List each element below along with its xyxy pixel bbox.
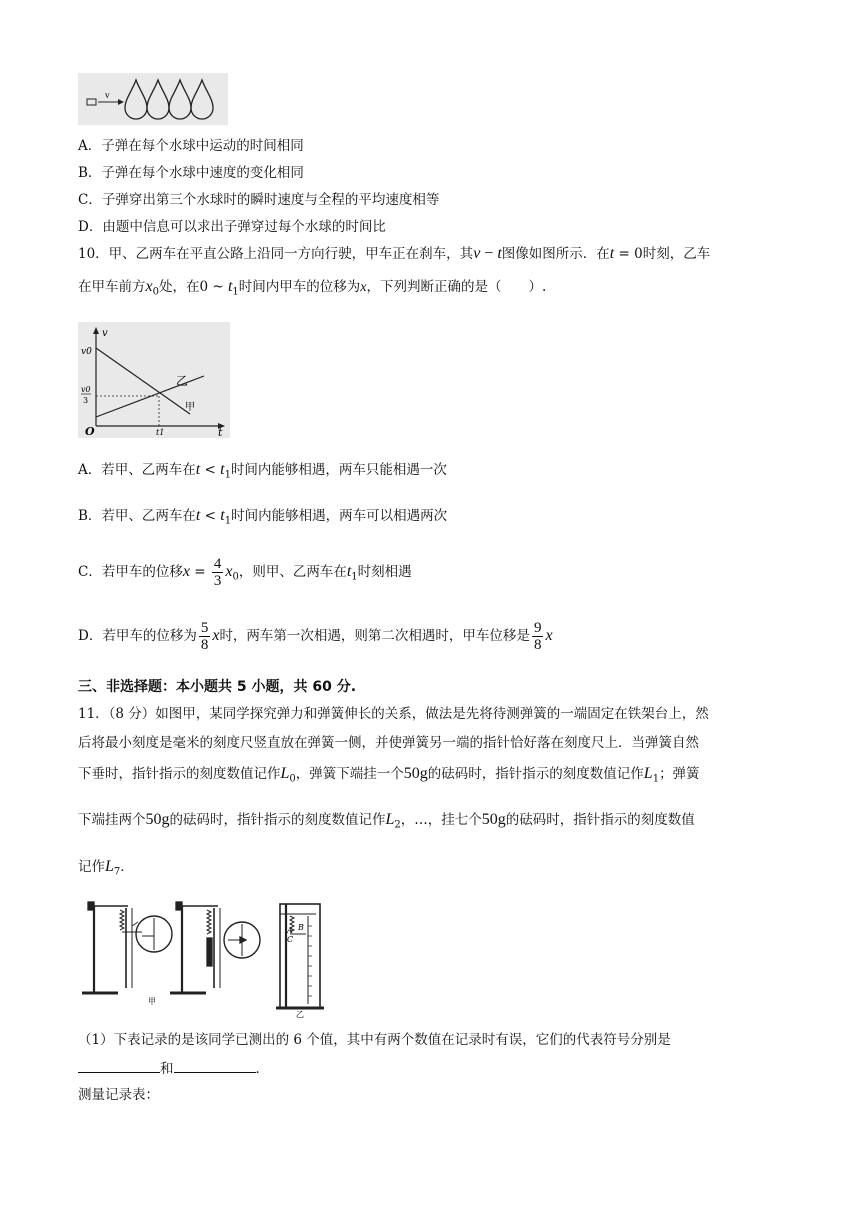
v0-over-3-denominator: 3 [83, 396, 89, 405]
q11-line1: 11．（8 分）如图甲，某同学探究弹力和弹簧伸长的关系，做法是先将待测弹簧的一端固定在铁架台上，然 [78, 706, 709, 722]
label-c: C [287, 935, 294, 944]
x-axis-label: t [218, 426, 223, 438]
v0-label: v0 [81, 347, 92, 357]
label-jia: 甲 [148, 997, 156, 1006]
y-axis-label: v [102, 328, 108, 339]
table-caption: 测量记录表： [78, 1087, 159, 1103]
water-ball-3 [169, 80, 191, 119]
velocity-label: v [105, 90, 110, 100]
origin-label: O [85, 425, 95, 438]
q11-line5: 记作$L_7$． [78, 858, 134, 878]
q11-line2: 后将最小刻度是毫米的刻度尺竖直放在弹簧一侧，并使弹簧另一端的指针恰好落在刻度尺上．当弹簧自然 [78, 735, 699, 751]
label-a: A [287, 926, 293, 935]
q10-stem-line1: 10．甲、乙两车在平直公路上沿同一方向行驶，甲车正在刹车，其v − t图像如图所示．在t = 0时刻，乙车 [78, 245, 711, 262]
q11-line3: 下垂时，指针指示的刻度数值记作$L_0$，弹簧下端挂一个50g的砝码时，指针指示的刻度数值记作$L_1$；弹簧 [78, 765, 700, 785]
vt-graph [78, 322, 230, 438]
q11-sub1-line2: 和 ． [78, 1058, 269, 1079]
spring-apparatus-figure [76, 896, 338, 1018]
line-jia-label: 甲 [185, 402, 195, 413]
label-yi: 乙 [296, 1010, 304, 1018]
q10-option-a: A．若甲、乙两车在$t < t_1$时间内能够相遇，两车只能相遇一次 [78, 461, 447, 481]
answer-blank-1[interactable] [78, 1058, 160, 1073]
label-b: B [298, 923, 304, 932]
q10-stem-line2: 在甲车前方$x_0$处，在0 ~ $t_1$时间内甲车的位移为x，下列判断正确的是（ ）. [78, 278, 547, 298]
water-ball-4 [191, 80, 213, 119]
q10-option-c: C．若甲车的位移x = $\frac{4}{3}$ $x_0$，则甲、乙两车在$t_1$时刻相遇 [78, 556, 412, 589]
bullet-water-balls-figure [78, 73, 228, 125]
q9-option-b: B．子弹在每个水球中速度的变化相同 [78, 165, 304, 181]
water-ball-2 [147, 80, 169, 119]
bullet-shape [87, 99, 96, 105]
q9-option-a: A．子弹在每个水球中运动的时间相同 [78, 138, 304, 154]
q11-line4: 下端挂两个50g的砝码时，指针指示的刻度数值记作$L_2$，…，挂七个50g的砝码时，指针指示的刻度数值 [78, 811, 695, 831]
q9-option-c: C．子弹穿出第三个水球时的瞬时速度与全程的平均速度相等 [78, 192, 440, 208]
q9-option-d: D．由题中信息可以求出子弹穿过每个水球的时间比 [78, 219, 386, 235]
v0-over-3-numerator: v0 [81, 385, 91, 394]
water-ball-1 [125, 80, 147, 119]
q10-option-d: D．若甲车的位移为 $\frac{5}{8}$ x时，两车第一次相遇，则第二次相遇时，甲车位移是 $\frac{9}{8}$ x [78, 620, 553, 653]
answer-blank-2[interactable] [174, 1058, 256, 1073]
t1-label: t1 [156, 428, 165, 437]
q10-option-b: B．若甲、乙两车在$t < t_1$时间内能够相遇，两车可以相遇两次 [78, 507, 448, 527]
line-yi-label: 乙 [176, 374, 189, 388]
section3-heading: 三、非选择题：本小题共 5 小题，共 60 分. [78, 679, 357, 695]
q11-sub1-line1: （1）下表记录的是该同学已测出的 6 个值，其中有两个数值在记录时有误，它们的代表符号分别是 [78, 1032, 671, 1048]
